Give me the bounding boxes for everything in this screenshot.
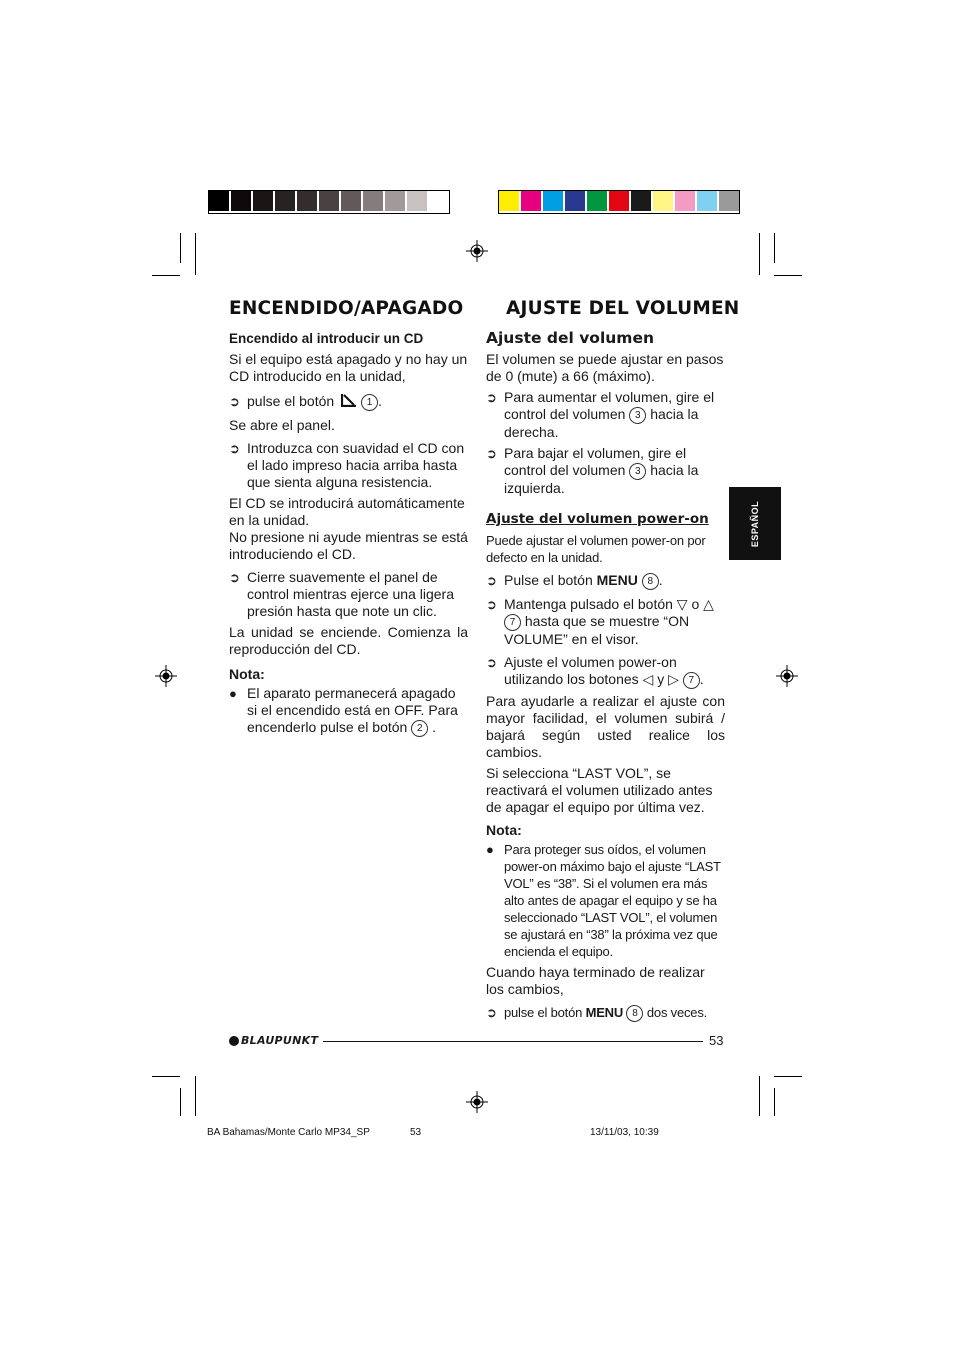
- arrow-icon: ➲: [486, 390, 497, 405]
- instruction-step: [486, 445, 725, 497]
- color-swatch: [429, 191, 449, 211]
- step-text: pulse el botón: [504, 1005, 583, 1020]
- paragraph: Puede ajustar el volumen power-on por defecto en la unidad.: [486, 533, 706, 565]
- step-text: dos veces.: [646, 1005, 708, 1020]
- heading-ajuste-volumen: AJUSTE DEL VOLUMEN: [506, 298, 740, 319]
- section-title-volumen: Ajuste del volumen: [486, 329, 655, 347]
- left-subtitle: Encendido al introducir un CD: [229, 331, 424, 346]
- color-swatch: [385, 191, 405, 211]
- gray-calibration-bar: [208, 190, 450, 214]
- step-end: .: [658, 572, 663, 588]
- note-item: [229, 685, 468, 737]
- footer-file: BA Bahamas/Monte Carlo MP34_SP: [207, 1127, 370, 1138]
- step-text: Para bajar el volumen, gire el control del volumen: [504, 445, 687, 478]
- crop-mark: [759, 1076, 760, 1116]
- step-text: Introduzca con suavidad el CD con el lado impreso hacia arriba hasta que sienta alguna resistencia.: [247, 440, 465, 490]
- note-text: Para proteger sus oídos, el volumen power-on máximo bajo el ajuste “LAST VOL” es “38”. Si el volumen era más alto antes de apagar el equipo y se ha seleccionado “LAST VOL”, el volumen se ajustará en “38” la próxima vez que encienda el equipo.: [504, 842, 721, 959]
- crop-mark: [774, 275, 802, 276]
- arrow-icon: ➲: [486, 1005, 497, 1020]
- paragraph: Si selecciona “LAST VOL”, se reactivará el volumen utilizado antes de apagar el equipo por última vez.: [486, 765, 713, 815]
- arrow-icon: ➲: [486, 655, 497, 670]
- menu-label: MENU: [585, 1005, 624, 1020]
- right-column: [486, 330, 725, 1026]
- step-text: Mantenga pulsado el botón ▽ o △: [504, 596, 714, 612]
- crop-mark: [152, 1076, 180, 1077]
- page-number: 53: [709, 1033, 724, 1048]
- paragraph: Si el equipo está apagado y no hay un CD introducido en la unidad,: [229, 351, 468, 384]
- step-end: .: [699, 671, 704, 687]
- registration-mark-icon: [776, 665, 798, 687]
- color-swatch: [587, 191, 607, 211]
- paragraph: Para ayudarle a realizar el ajuste con mayor facilidad, el volumen subirá / bajará según usted realice los cambios.: [486, 693, 725, 760]
- color-swatch: [543, 191, 563, 211]
- step-text: pulse el botón: [247, 393, 335, 409]
- instruction-step: [486, 389, 725, 441]
- step-text: Cierre suavemente el panel de control mientras ejerce una ligera presión hasta que note un clic.: [247, 569, 454, 619]
- arrow-icon: ➲: [486, 573, 497, 588]
- button-number-badge: 3: [629, 463, 646, 480]
- step-text: Para aumentar el volumen, gire el control del volumen: [504, 389, 715, 422]
- paragraph: No presione ni ayude mientras se está introduciendo el CD.: [229, 529, 468, 562]
- button-number-badge: 7: [683, 672, 700, 689]
- left-column: [229, 330, 468, 741]
- crop-mark: [195, 1076, 196, 1116]
- color-swatch: [231, 191, 251, 211]
- instruction-step: [486, 1004, 725, 1022]
- crop-mark: [759, 233, 760, 275]
- color-swatch: [275, 191, 295, 211]
- button-number-badge: 8: [626, 1005, 643, 1022]
- menu-label: MENU: [596, 572, 638, 588]
- note-end: .: [432, 719, 437, 735]
- brand-dot-icon: [229, 1036, 239, 1046]
- footer-date: 13/11/03, 10:39: [590, 1127, 659, 1138]
- footer-page: 53: [410, 1127, 422, 1138]
- eject-icon: [341, 393, 357, 407]
- color-swatch: [407, 191, 427, 211]
- heading-encendido: ENCENDIDO/APAGADO: [229, 298, 464, 319]
- registration-mark-icon: [466, 240, 488, 262]
- color-calibration-bar: [498, 190, 740, 214]
- crop-mark: [774, 1088, 775, 1116]
- instruction-step: [486, 596, 725, 648]
- button-number-badge: 7: [504, 614, 521, 631]
- color-swatch: [609, 191, 629, 211]
- step-text: hacia la derecha.: [504, 406, 699, 440]
- crop-mark: [152, 275, 180, 276]
- color-swatch: [653, 191, 673, 211]
- color-swatch: [719, 191, 739, 211]
- crop-mark: [195, 233, 196, 275]
- bullet-icon: ●: [229, 686, 237, 701]
- button-number-badge: 3: [629, 407, 646, 424]
- paragraph: Se abre el panel.: [229, 417, 335, 433]
- section-title-power-on: Ajuste del volumen power-on: [486, 511, 709, 527]
- arrow-icon: ➲: [486, 446, 497, 461]
- color-swatch: [297, 191, 317, 211]
- color-swatch: [209, 191, 229, 211]
- color-swatch: [499, 191, 519, 211]
- paragraph: El volumen se puede ajustar en pasos de 0 (mute) a 66 (máximo).: [486, 351, 724, 384]
- registration-mark-icon: [466, 1091, 488, 1113]
- language-tab-label: ESPAÑOL: [750, 500, 760, 547]
- crop-mark: [774, 233, 775, 263]
- color-swatch: [521, 191, 541, 211]
- color-swatch: [253, 191, 273, 211]
- color-swatch: [341, 191, 361, 211]
- crop-mark: [774, 1076, 802, 1077]
- button-number-badge: 8: [642, 573, 659, 590]
- color-swatch: [363, 191, 383, 211]
- color-swatch: [697, 191, 717, 211]
- color-swatch: [565, 191, 585, 211]
- paragraph: Cuando haya terminado de realizar los cambios,: [486, 964, 705, 997]
- instruction-step: [229, 569, 468, 620]
- brand-logo: [229, 1034, 318, 1047]
- note-label: Nota:: [486, 822, 522, 838]
- arrow-icon: ➲: [486, 597, 497, 612]
- crop-mark: [180, 233, 181, 263]
- bullet-icon: ●: [486, 842, 494, 857]
- note-item: [486, 841, 725, 960]
- color-swatch: [319, 191, 339, 211]
- language-tab: [729, 487, 781, 560]
- instruction-step: ➲ pulse el botón 1 .: [229, 393, 382, 409]
- paragraph: El CD se introducirá automáticamente en la unidad.: [229, 495, 465, 528]
- footer-rule: [323, 1041, 703, 1042]
- instruction-step: [486, 654, 725, 689]
- arrow-icon: ➲: [229, 570, 240, 585]
- paragraph: La unidad se enciende. Comienza la reproducción del CD.: [229, 624, 468, 657]
- step-text: hasta que se muestre “ON VOLUME” en el visor.: [504, 613, 690, 647]
- arrow-icon: ➲: [229, 441, 240, 456]
- note-label: Nota:: [229, 666, 265, 682]
- button-number-badge: 1: [361, 394, 378, 411]
- registration-mark-icon: [155, 665, 177, 687]
- step-text: Ajuste el volumen power-on utilizando los botones ◁ y ▷: [504, 654, 679, 687]
- arrow-icon: ➲: [229, 394, 240, 409]
- note-text: El aparato permanecerá apagado si el encendido está en OFF. Para encenderlo pulse el botón: [247, 685, 458, 735]
- color-swatch: [675, 191, 695, 211]
- brand-name: BLAUPUNKT: [241, 1034, 319, 1047]
- step-text: Pulse el botón: [504, 572, 593, 588]
- crop-mark: [180, 1088, 181, 1116]
- color-swatch: [631, 191, 651, 211]
- instruction-step: [486, 572, 725, 590]
- button-number-badge: 2: [411, 720, 428, 737]
- instruction-step: [229, 440, 468, 491]
- step-text: hacia la izquierda.: [504, 462, 699, 496]
